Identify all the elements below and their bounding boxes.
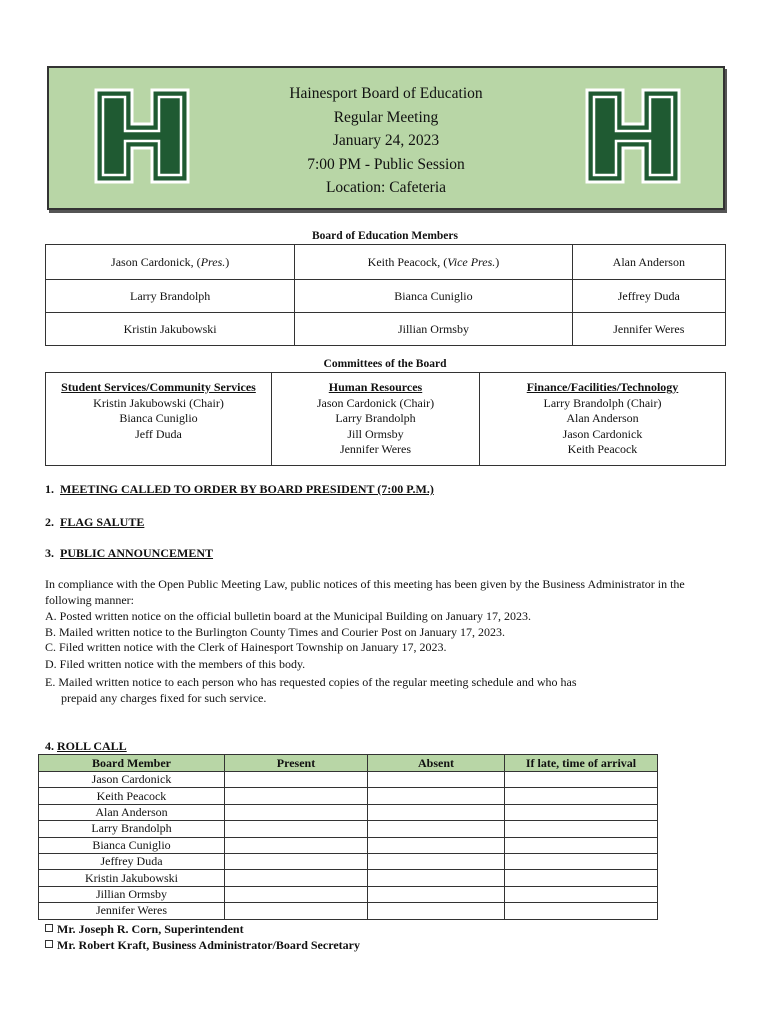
committee-member: Jennifer Weres (339, 442, 412, 456)
table-row (39, 772, 658, 788)
committee-member: Bianca Cuniglio (119, 411, 198, 425)
roll-member-name: Larry Brandolph (39, 821, 225, 837)
board-name: Hainesport Board of Education (289, 85, 483, 102)
members-table (45, 244, 726, 346)
arrival-time-cell[interactable] (505, 837, 658, 853)
committees-table (45, 372, 726, 466)
hainesport-h-logo-icon (585, 88, 681, 184)
item-number: 1. (45, 482, 54, 496)
member-cell: Larry Brandolph (46, 280, 295, 313)
committee-member: Kristin Jakubowski (Chair) (93, 395, 224, 410)
roll-member-name: Jennifer Weres (39, 903, 225, 919)
arrival-time-cell[interactable] (505, 788, 658, 804)
agenda-item-2 (45, 515, 144, 530)
arrival-time-cell[interactable] (505, 870, 658, 886)
member-cell: Keith Peacock, (Vice Pres.) (295, 245, 572, 280)
arrival-time-cell[interactable] (505, 886, 658, 902)
item-number: 4. (45, 739, 54, 753)
committee-name: Human Resources (328, 380, 423, 394)
table-row (39, 804, 658, 820)
committee-column (46, 373, 272, 466)
table-row (39, 870, 658, 886)
absent-cell[interactable] (368, 870, 505, 886)
member-cell: Jeffrey Duda (572, 280, 725, 313)
present-cell[interactable] (225, 837, 368, 853)
agenda-item-3 (45, 546, 213, 561)
committee-member: Larry Brandolph (335, 411, 416, 425)
meeting-location: Location: Cafeteria (325, 179, 447, 196)
header-banner (47, 66, 725, 210)
arrival-time-cell[interactable] (505, 853, 658, 869)
item-heading: MEETING CALLED TO ORDER BY BOARD PRESIDENT (7:00 P.M.) (60, 482, 434, 496)
committee-member: Jeff Duda (135, 426, 182, 441)
present-cell[interactable] (225, 853, 368, 869)
staff-name: Mr. Robert Kraft, Business Administrator/Board Secretary (57, 938, 360, 952)
committee-member: Larry Brandolph (Chair) (543, 395, 662, 410)
roll-header: Absent (368, 755, 505, 772)
meeting-date: January 24, 2023 (332, 132, 440, 149)
arrival-time-cell[interactable] (505, 821, 658, 837)
roll-member-name: Jillian Ormsby (39, 886, 225, 902)
committee-member: Alan Anderson (566, 411, 639, 425)
table-row (39, 853, 658, 869)
absent-cell[interactable] (368, 837, 505, 853)
absent-cell[interactable] (368, 772, 505, 788)
compliance-paragraph: In compliance with the Open Public Meeting Law, public notices of this meeting has been given by the Business Administrator in the following manner: (45, 577, 685, 607)
member-cell: Jason Cardonick, (Pres.) (46, 245, 295, 280)
members-title: Board of Education Members (312, 230, 458, 242)
roll-member-name: Jeffrey Duda (39, 853, 225, 869)
committee-member: Jason Cardonick (562, 426, 643, 441)
roll-call-table (38, 754, 658, 920)
committee-column (272, 373, 480, 466)
agenda-item-4 (45, 739, 127, 754)
roll-member-name: Kristin Jakubowski (39, 870, 225, 886)
table-row (39, 886, 658, 902)
meeting-time: 7:00 PM - Public Session (307, 155, 465, 173)
meeting-type: Regular Meeting (333, 108, 439, 126)
present-cell[interactable] (225, 903, 368, 919)
table-row (39, 837, 658, 853)
member-cell: Jennifer Weres (572, 313, 725, 346)
absent-cell[interactable] (368, 853, 505, 869)
committee-name: Finance/Facilities/Technology (526, 380, 679, 394)
table-row (39, 821, 658, 837)
committee-name: Student Services/Community Services (61, 380, 256, 394)
item-heading: FLAG SALUTE (60, 515, 145, 529)
committee-member: Jason Cardonick (Chair) (316, 395, 435, 410)
roll-header: Present (225, 755, 368, 772)
notice-a: A. Posted written notice on the official bulletin board at the Municipal Building on January 17, 2023. (45, 609, 532, 623)
arrival-time-cell[interactable] (505, 804, 658, 820)
present-cell[interactable] (225, 804, 368, 820)
item-heading: PUBLIC ANNOUNCEMENT (60, 546, 214, 560)
roll-member-name: Jason Cardonick (39, 772, 225, 788)
member-cell: Alan Anderson (572, 245, 725, 280)
item-number: 2. (45, 515, 54, 529)
present-cell[interactable] (225, 772, 368, 788)
staff-name: Mr. Joseph R. Corn, Superintendent (57, 922, 244, 936)
absent-cell[interactable] (368, 886, 505, 902)
table-row (39, 788, 658, 804)
absent-cell[interactable] (368, 788, 505, 804)
item-heading: ROLL CALL (57, 739, 127, 753)
committee-member: Keith Peacock (567, 442, 638, 456)
arrival-time-cell[interactable] (505, 903, 658, 919)
absent-cell[interactable] (368, 804, 505, 820)
staff-line (45, 922, 244, 937)
logo-letter: H (141, 144, 143, 145)
roll-member-name: Keith Peacock (39, 788, 225, 804)
notice-e: E. Mailed written notice to each person who has requested copies of the regular meeting schedule and who has (45, 675, 577, 689)
roll-header: Board Member (39, 755, 225, 772)
arrival-time-cell[interactable] (505, 772, 658, 788)
present-cell[interactable] (225, 870, 368, 886)
staff-line (45, 938, 360, 953)
item-number: 3. (45, 546, 54, 560)
absent-cell[interactable] (368, 821, 505, 837)
committee-member: Jill Ormsby (347, 426, 404, 441)
present-cell[interactable] (225, 821, 368, 837)
notice-d: D. Filed written notice with the members of this body. (45, 657, 306, 671)
present-cell[interactable] (225, 788, 368, 804)
roll-header: If late, time of arrival (505, 755, 658, 772)
roll-member-name: Bianca Cuniglio (39, 837, 225, 853)
committee-column (480, 373, 726, 466)
member-cell: Kristin Jakubowski (46, 313, 295, 346)
absent-cell[interactable] (368, 903, 505, 919)
checkbox-icon[interactable] (45, 940, 53, 948)
table-row (39, 903, 658, 919)
present-cell[interactable] (225, 886, 368, 902)
notice-c: C. Filed written notice with the Clerk of Hainesport Township on January 17, 2023. (45, 640, 447, 654)
notice-e-continued: prepaid any charges fixed for such service. (61, 691, 267, 705)
agenda-item-1 (45, 482, 434, 497)
member-cell: Bianca Cuniglio (295, 280, 572, 313)
checkbox-icon[interactable] (45, 924, 53, 932)
committees-title: Committees of the Board (323, 358, 447, 370)
notice-b: B. Mailed written notice to the Burlington County Times and Courier Post on January 17, 2023. (45, 625, 505, 639)
member-cell: Jillian Ormsby (295, 313, 572, 346)
roll-member-name: Alan Anderson (39, 804, 225, 820)
